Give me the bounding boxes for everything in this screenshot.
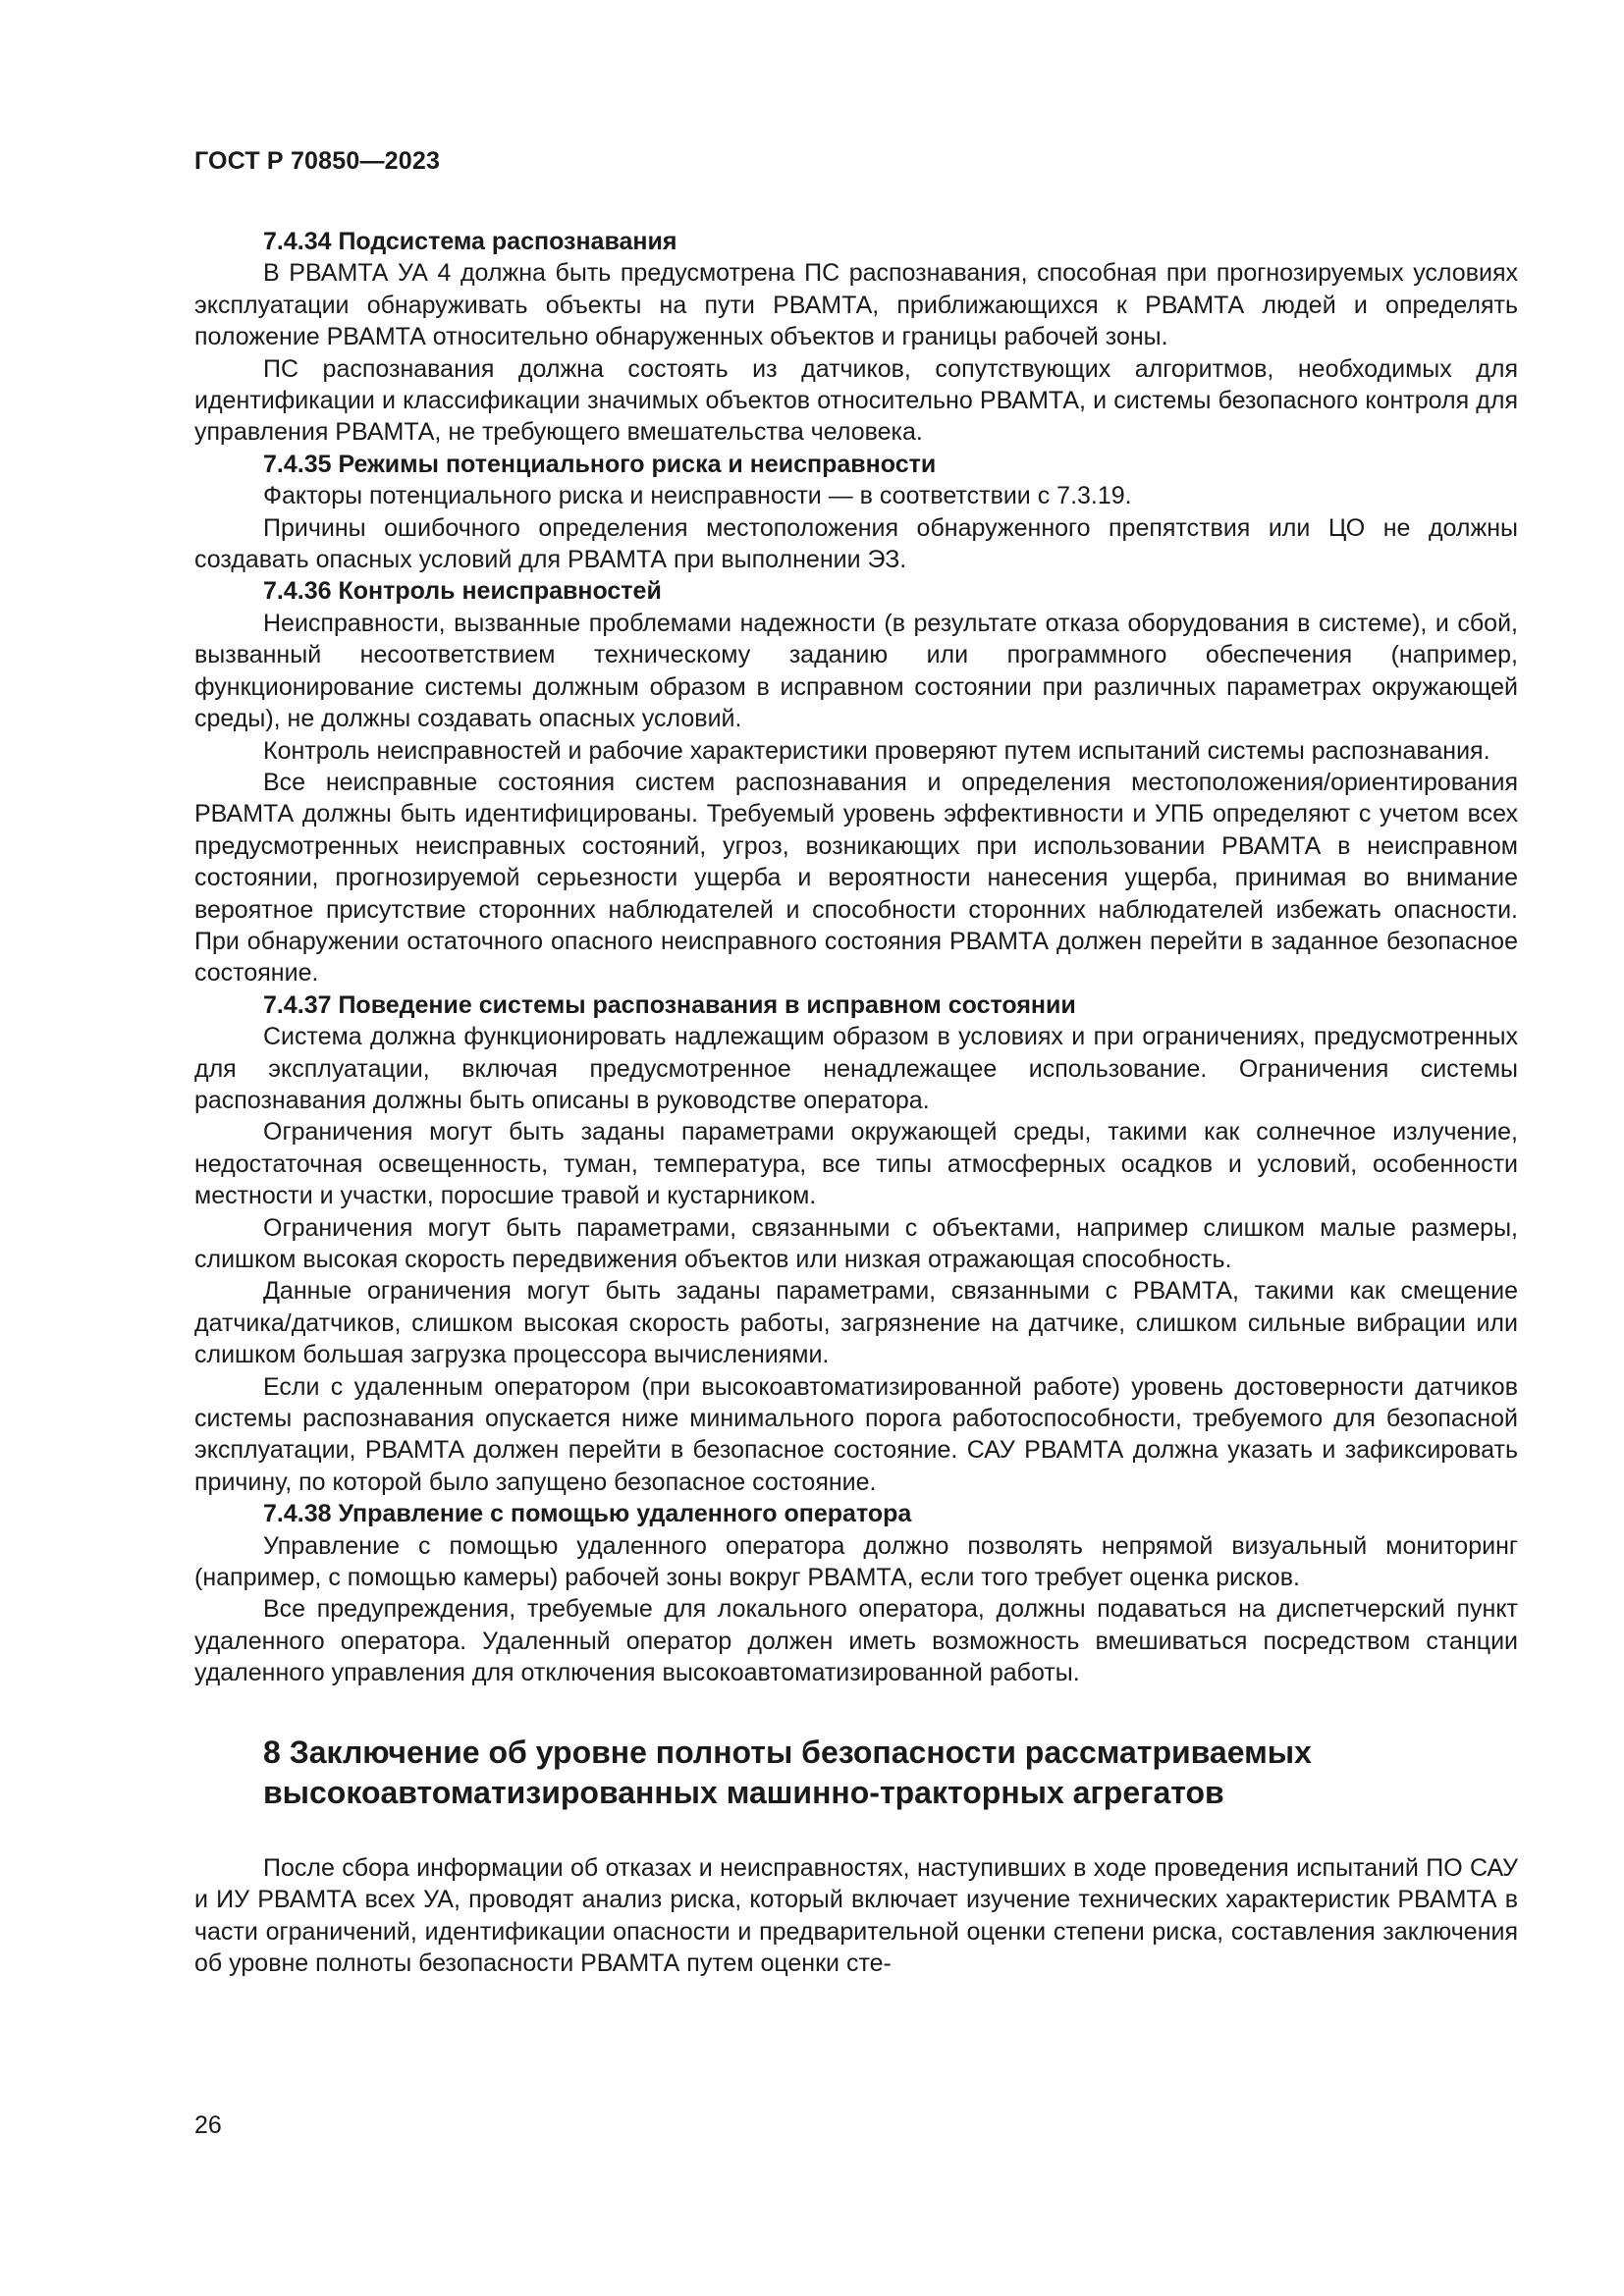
paragraph: В РВАМТА УА 4 должна быть предусмотрена ПС распознавания, способная при прогнозируемых условиях эксплуатации обнаруживать объекты на пути РВАМТА, приближающихся к РВАМТА людей и определять положение РВАМТА относительно обнаруженных объектов и границы рабочей зоны. bbox=[194, 259, 1518, 351]
section-heading: 7.4.38 Управление с помощью удаленного оператора bbox=[263, 1500, 912, 1528]
paragraph: ПС распознавания должна состоять из датчиков, сопутствующих алгоритмов, необходимых для идентификации и классификации значимых объектов относительно РВАМТА, и системы безопасного контроля для управления РВАМТА, не требующего вмешательства человека. bbox=[194, 354, 1518, 447]
paragraph: Данные ограничения могут быть заданы параметрами, связанными с РВАМТА, такими как смещение датчика/датчиков, слишком высокая скорость работы, загрязнение на датчике, слишком сильные вибрации или слишком большая загрузка процессора вычислениями. bbox=[194, 1277, 1518, 1369]
section-heading: 7.4.36 Контроль неисправностей bbox=[263, 577, 662, 606]
paragraph: Контроль неисправностей и рабочие характеристики проверяют путем испытаний системы распознавания. bbox=[263, 736, 1490, 765]
section-7-4-38 bbox=[194, 1498, 1518, 1688]
paragraph: Ограничения могут быть заданы параметрами окружающей среды, такими как солнечное излучение, недостаточная освещенность, туман, температура, все типы атмосферных осадков и условий, особенности местности и участки, поросшие травой и кустарником. bbox=[194, 1118, 1518, 1210]
paragraph: Система должна функционировать надлежащим образом в условиях и при ограничениях, предусмотренных для эксплуатации, включая предусмотренное ненадлежащее использование. Ограничения системы распознавания должны быть описаны в руководстве оператора. bbox=[194, 1023, 1518, 1114]
section-heading: 7.4.34 Подсистема распознавания bbox=[263, 228, 677, 255]
section-heading: 7.4.35 Режимы потенциального риска и неисправности bbox=[263, 450, 937, 478]
document-body bbox=[194, 226, 1518, 1979]
chapter-heading: 8 Заключение об уровне полноты безопасности рассматриваемых высокоавтоматизированных машинно-тракторных агрегатов bbox=[263, 1734, 1312, 1810]
paragraph: Факторы потенциального риска и неисправности — в соответствии с 7.3.19. bbox=[263, 482, 1132, 510]
paragraph: Ограничения могут быть параметрами, связанными с объектами, например слишком малые размеры, слишком высокая скорость передвижения объектов или низкая отражающая способность. bbox=[194, 1213, 1518, 1273]
paragraph: После сбора информации об отказах и неисправностях, наступивших в ходе проведения испытаний ПО САУ и ИУ РВАМТА всех УА, проводят анализ риска, который включает изучение технических характеристик РВАМТА в части ограничений, идентификации опасности и предварительной оценки степени риска, составления заключения об уровне полноты безопасности РВАМТА путем оценки сте- bbox=[194, 1853, 1518, 1977]
paragraph: Причины ошибочного определения местоположения обнаруженного препятствия или ЦО не должны создавать опасных условий для РВАМТА при выполнении ЭЗ. bbox=[194, 513, 1518, 574]
paragraph: Все предупреждения, требуемые для локального оператора, должны подаваться на диспетчерский пункт удаленного оператора. Удаленный оператор должен иметь возможность вмешиваться посредством станции удаленного управления для отключения высокоавтоматизированной работы. bbox=[194, 1595, 1518, 1687]
paragraph: Все неисправные состояния систем распознавания и определения местоположения/ориентирования РВАМТА должны быть идентифицированы. Требуемый уровень эффективности и УПБ определяют с учетом всех предусмотренных неисправных состояний, угроз, возникающих при использовании РВАМТА в неисправном состоянии, прогнозируемой серьезности ущерба и вероятности нанесения ущерба, принимая во внимание вероятное присутствие сторонних наблюдателей и способности сторонних наблюдателей избежать опасности. При обнаружении остаточного опасного неисправного состояния РВАМТА должен перейти в заданное безопасное состояние. bbox=[194, 768, 1518, 988]
document-id-header: ГОСТ Р 70850—2023 bbox=[194, 147, 441, 175]
paragraph: Если с удаленным оператором (при высокоавтоматизированной работе) уровень достоверности датчиков системы распознавания опускается ниже минимального порога работоспособности, требуемого для безопасной эксплуатации, РВАМТА должен перейти в безопасное состояние. САУ РВАМТА должна указать и зафиксировать причину, по которой было запущено безопасное состояние. bbox=[194, 1372, 1518, 1496]
page-number: 26 bbox=[194, 2111, 222, 2139]
section-7-4-37 bbox=[194, 989, 1518, 1499]
section-7-4-35 bbox=[194, 449, 1518, 576]
section-7-4-34 bbox=[194, 226, 1518, 449]
section-8 bbox=[194, 1733, 1518, 1980]
paragraph: Управление с помощью удаленного оператора должно позволять непрямой визуальный мониторинг (например, с помощью камеры) рабочей зоны вокруг РВАМТА, если того требует оценка рисков. bbox=[194, 1531, 1518, 1592]
section-7-4-36 bbox=[194, 575, 1518, 988]
section-heading: 7.4.37 Поведение системы распознавания в исправном состоянии bbox=[263, 990, 1076, 1019]
paragraph: Неисправности, вызванные проблемами надежности (в результате отказа оборудования в системе), и сбой, вызванный несоответствием техническому заданию или программного обеспечения (например, функционирование системы должным образом в исправном состоянии при различных параметрах окружающей среды), не должны создавать опасных условий. bbox=[194, 609, 1518, 733]
